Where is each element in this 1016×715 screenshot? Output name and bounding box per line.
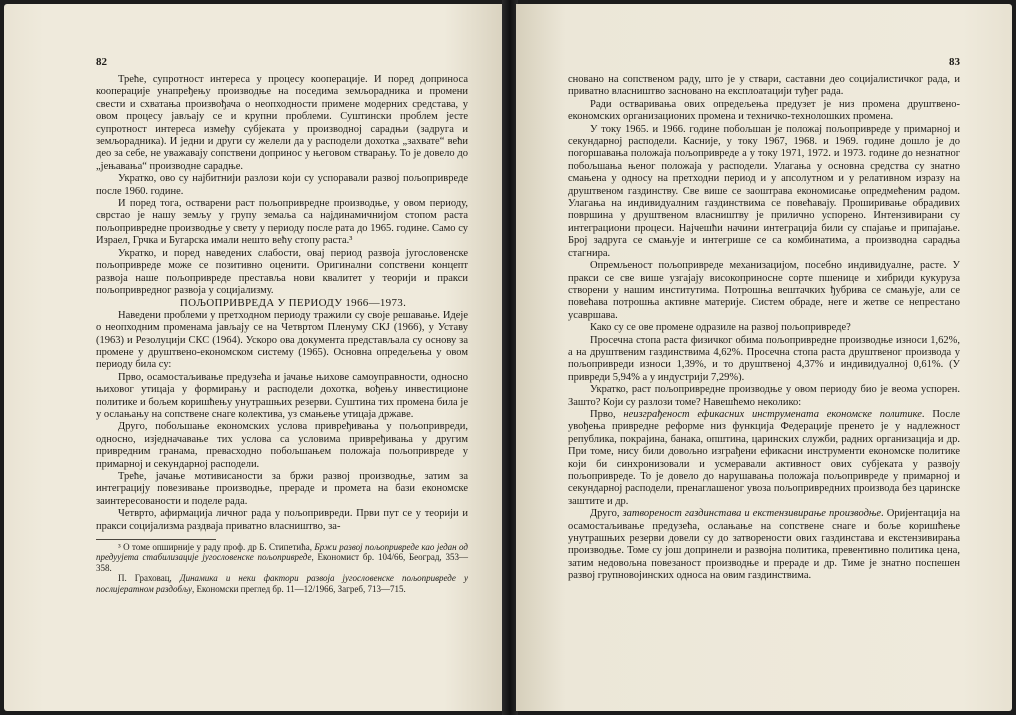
page-number-right: 83 xyxy=(949,56,960,68)
footnote xyxy=(96,542,468,573)
text-run: Просечна стопа раста физичког обима пољопривредне производње износи 1,62%, а на друштвеним газдинствима 4,62%. Просечна стопа раста друштвеног производа у пољопривреди износи 1,39%, и то друштвеној 4,37% и индивидуалној 0,61%. (У привреди 5,94% а у индустрији 7,29%). xyxy=(568,334,960,383)
text-run: ³ О томе опширније у раду проф. др Б. Стипетића, xyxy=(118,542,315,553)
paragraph xyxy=(568,124,960,260)
paragraph: Четврто, афирмација личног рада у пољопривреди. Први пут се у теорији и пракси социјализма раздваја приватно власништво, за- xyxy=(96,508,468,532)
paragraph xyxy=(568,409,960,508)
paragraph xyxy=(568,322,960,334)
text-run: Опремљеност пољопривреде механизацијом, посебно индивидуалне, расте. У пракси се све више узгајају високоприносне сорте пшенице и хибриди кукуруза створени у нашим институтима. Потрошња вештачких ђубрива се смањује, али се повећава потрошња активне материје. Систем обраде, неге и жетве се непрестано усавршава. xyxy=(568,260,960,321)
paragraph: И поред тога, остварени раст пољопривредне производње, у овом периоду, сврстао је нашу земљу у групу земаља са најдинамичнијом стопом раста пољопривредне производње у свету у периоду после рата до 1965. године. Само су Израел, Грчка и Бугарска имали нешто већу стопу раста.³ xyxy=(96,198,468,247)
text-run: . Оријентација на осамостаљивање предузећа, ослањање на сопствене снаге и боље коришћење унутрашњих резерви довели су до затворености ових газдинстава и екстензивирања производње. Томе су још допринели и развојна политика, превентивно политика цена, затим недовољна повезаност производње и прераде и др. Тиме је знатно поспешен развој групновојинских односа на овим газдинствима. xyxy=(568,508,961,582)
footnotes xyxy=(96,542,468,594)
italic-phrase: затвореност газдинстава и екстензивирање производње xyxy=(622,508,882,520)
text-run: Како су се ове промене одразиле на развој пољопривреде? xyxy=(590,322,851,334)
left-page xyxy=(4,4,504,711)
paragraph xyxy=(568,74,960,99)
page-number-left: 82 xyxy=(96,56,107,68)
paragraph xyxy=(568,260,960,322)
paragraph xyxy=(568,335,960,385)
text-run: . После увођења привредне реформе низ функција Федерације пренето је у надлежност република, покрајина, банака, општина, царинских служби, радних организација и др. При томе, нису били довољно изграђени ефикасни инструменти економске политике који би синхронизовали и усмеравали активност ових субјеката у развоју пољопривреде. То је довело до нарушавања положаја пољопривреде у примарној и секундарној расподели, пренаглашеног увоза пољопривредних производа без царинске заштите и др. xyxy=(568,408,960,507)
right-paragraphs xyxy=(568,74,960,583)
paragraph: Друго, побољшање економских услова привређивања у пољопривреди, односно, изједначавање тих услова са условима привређивања у другим привредним гранама, превасходно побољшањем положаја пољопривреде у примарној и секундарној расподели. xyxy=(96,421,468,470)
paragraph: Укратко, ово су најбитнији разлози који су успоравали развој пољопривреде после 1960. године. xyxy=(96,173,468,197)
text-run: У току 1965. и 1966. године побољшан је положај пољопривреде у примарној и секундарној расподели. Касније, у току 1967, 1968. и 1969. године дошло је до погоршавања положаја пољопривреде а у току 1971, 1972. и 1973. године до незнатног побољшања њеног положаја у расподели. Улагања у основна средства су знатно смањена у односу на претходни период и у апсолутном и у релативном изразу на друштвеном газдинству. Све више се заоштрава економисање опредмећеним радом. Улагања на индивидуалним газдинствима се повећавају. Проширивање обрадивих површина у друштвеном власништву је прилично успорено. Интензивирани су интеграциони процеси. Најчешћи начини интеграција били су спајање и припајање. Број задруга се смањује и интегрише се са комбинатима, а производна сарадња стагнира. xyxy=(568,123,960,259)
paragraph: Прво, осамостаљивање предузећа и јачање њихове самоуправности, односно њиховог утицаја у формирању и расподели дохотка, вођењу инвестиционе политике и бољем коришћењу унутрашњих резерви. Суштина тих промена била је у ослањању на сопствене снаге колектива, уз смањење утицаја државе. xyxy=(96,371,468,420)
italic-phrase: неизграђеност ефикасних инструмената економске политике xyxy=(623,408,922,420)
paragraph xyxy=(568,508,960,582)
paragraph xyxy=(568,99,960,124)
left-page-text xyxy=(96,74,468,594)
left-paragraphs-before xyxy=(96,74,468,297)
italic-phrase: Бржи развој пољопривреде као један од предуујета стабилизације југословенске пољопривреде xyxy=(96,542,468,563)
right-page xyxy=(516,4,1012,711)
italic-phrase: Динамика и неки фактори развоја југословенске пољопривреде у послијератном раздобљу xyxy=(96,573,468,594)
text-run: Друго, xyxy=(590,508,623,520)
text-run: Укратко, раст пољопривредне производње у овом периоду био је веома успорен. Зашто? Који су разлози томе? Навешћемо неколико: xyxy=(568,384,960,408)
paragraph: Укратко, и поред наведених слабости, овај период развоја југословенске пољопривреде може се позитивно оценити. Оригинални сопствени концепт развоја наше пољопривреде преставља нови квалитет у теорији и пракси пољопривредног развоја у социјализму. xyxy=(96,247,468,296)
text-run: П. Граховац, xyxy=(118,573,180,584)
left-paragraphs-after xyxy=(96,310,468,533)
paragraph xyxy=(568,384,960,409)
text-run: Прво, xyxy=(590,408,624,420)
text-run: , Економист бр. 104/66, Београд, 353—358. xyxy=(96,552,468,573)
right-page-text xyxy=(568,74,960,583)
paragraph: Треће, јачање мотивисаности за бржи развој производње, затим за интеграцију повезивање производње, прераде и промета на бази економске заинтересованости и поделе рада. xyxy=(96,471,468,507)
paragraph: Наведени проблеми у претходном периоду тражили су своје решавање. Идеје о неопходним променама јављају се на Четвртом Пленуму СКЈ (1966), у Уставу (1963) и Резолуцији СКС (1964). Ускоро ова документа представљала су основу за промене у друштвено-економском систему (1965). Основна опредељења у овом периоду била су: xyxy=(96,309,468,371)
text-run: , Економски преглед бр. 11—12/1966, Загреб, 713—715. xyxy=(192,583,406,594)
footnote xyxy=(96,573,468,594)
paragraph: Треће, супротност интереса у процесу кооперације. И поред доприноса кооперације унапређењу производње на поседима земљорадника и промени свести и схватања произвођача о неопходности примене модерних средстава, у овом процесу јављају се и крупни проблеми. Суштински проблем јесте супротност интереса између субјеката у производној сарадњи (задруга и земљорадника). И једни и други су желели да у расподели дохотка „захвате“ већи део за себе, не уважавају сопствени допринос у његовом стварању. То је довело до „јењавања“ производне сарадње. xyxy=(96,74,468,172)
text-run: Ради остваривања ових опредељења предузет је низ промена друштвено-економских организационих промена и техничко-технолошких промена. xyxy=(568,98,960,123)
section-heading: ПОЉОПРИВРЕДА У ПЕРИОДУ 1966—1973. xyxy=(179,297,407,310)
text-run: сновано на сопственом раду, што је у ствари, саставни део социјалистичког рада, и приватно власништво засновано на експлоатацији туђег рада. xyxy=(568,74,960,98)
